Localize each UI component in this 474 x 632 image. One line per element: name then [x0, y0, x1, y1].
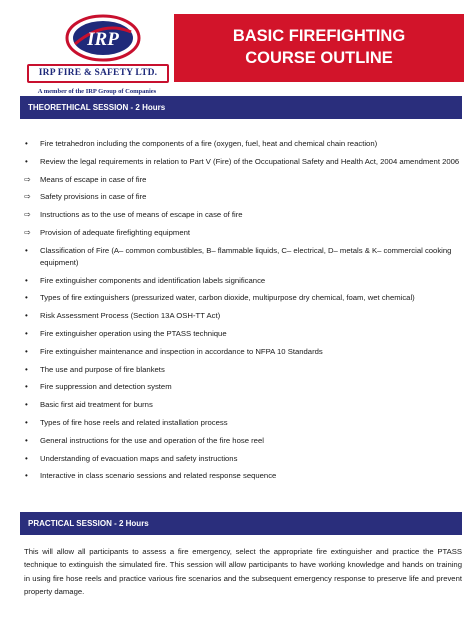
topic-list-item — [22, 381, 462, 393]
topic-text: Basic first aid treatment for burns — [40, 400, 153, 410]
company-logo — [22, 10, 172, 110]
topic-list-item — [22, 292, 462, 304]
bullet-icon: • — [25, 417, 28, 427]
topic-text: Provision of adequate firefighting equipment — [40, 227, 191, 237]
bullet-icon: • — [25, 293, 28, 303]
topic-list-item — [22, 417, 462, 429]
topic-list-item — [22, 245, 462, 269]
topic-text: Classification of Fire (A– common combustibles, B– flammable liquids, C– electrical, D– metals & K– commercial cooking equipment) — [40, 245, 452, 267]
topic-text: Fire suppression and detection system — [40, 382, 172, 392]
course-title-banner — [174, 14, 464, 82]
bullet-icon: • — [25, 400, 28, 410]
theory-section-heading: THEORETHICAL SESSION - 2 Hours — [20, 96, 462, 119]
bullet-icon: • — [25, 311, 28, 321]
topic-list-item — [22, 470, 462, 482]
bullet-icon: • — [25, 435, 28, 445]
logo-brand-name: IRP FIRE & SAFETY LTD. — [27, 64, 169, 83]
topic-text: General instructions for the use and operation of the fire hose reel — [40, 435, 264, 445]
bullet-icon: • — [25, 328, 28, 338]
arrow-bullet-icon: ⇨ — [24, 227, 31, 237]
bullet-icon: • — [25, 382, 28, 392]
topic-list-item — [22, 191, 462, 203]
emblem-text: IRP — [87, 29, 119, 50]
topic-text: Instructions as to the use of means of escape in case of fire — [40, 210, 243, 220]
topic-list-item — [22, 453, 462, 465]
arrow-bullet-icon: ⇨ — [24, 192, 31, 202]
bullet-icon: • — [25, 139, 28, 148]
topic-text: Fire extinguisher maintenance and inspection in accordance to NFPA 10 Standards — [40, 346, 323, 356]
practical-section-heading: PRACTICAL SESSION - 2 Hours — [20, 512, 462, 535]
topic-text: Fire tetrahedron including the components of a fire (oxygen, fuel, heat and chemical chain reaction) — [40, 139, 378, 148]
topic-list-item — [22, 435, 462, 447]
topic-text: The use and purpose of fire blankets — [40, 364, 165, 374]
topic-text: Fire extinguisher operation using the PTASS technique — [40, 328, 227, 338]
topic-list-item — [22, 310, 462, 322]
arrow-bullet-icon: ⇨ — [24, 174, 31, 184]
topic-list-item — [22, 275, 462, 287]
arrow-bullet-icon: ⇨ — [24, 210, 31, 220]
bullet-icon: • — [25, 453, 28, 463]
topic-text: Understanding of evacuation maps and safety instructions — [40, 453, 238, 463]
topic-text: Safety provisions in case of fire — [40, 192, 147, 202]
bullet-icon: • — [25, 245, 28, 255]
topic-text: Interactive in class scenario sessions and related response sequence — [40, 471, 277, 481]
topic-text: Risk Assessment Process (Section 13A OSH-TT Act) — [40, 311, 221, 321]
topic-text: Types of fire hose reels and related installation process — [40, 417, 228, 427]
bullet-icon: • — [25, 346, 28, 356]
topic-list-item — [22, 227, 462, 239]
topic-text: Types of fire extinguishers (pressurized water, carbon dioxide, multipurpose dry chemical, foam, wet chemical) — [40, 293, 415, 303]
logo-tagline: A member of the IRP Group of Companies — [37, 88, 157, 95]
topic-list-item — [22, 399, 462, 411]
topic-list-item — [22, 138, 462, 150]
topic-text: Review the legal requirements in relation to Part V (Fire) of the Occupational Safety and Health Act, 2004 amendment 2006 — [40, 156, 460, 166]
title-line-1: BASIC FIREFIGHTING — [232, 27, 406, 45]
topic-list-item — [22, 174, 462, 186]
topic-text: Means of escape in case of fire — [40, 174, 147, 184]
bullet-icon: • — [25, 275, 28, 285]
title-line-2: COURSE OUTLINE — [245, 49, 393, 67]
topic-list-item — [22, 346, 462, 358]
irp-emblem-icon — [65, 14, 141, 62]
theory-topic-list — [22, 138, 462, 488]
topic-list-item — [22, 328, 462, 340]
topic-list-item — [22, 364, 462, 376]
practical-session-description: This will allow all participants to assess a fire emergency, select the appropriate fire extinguisher and practice the PTASS technique to extinguish the simulated fire. This session will allow participants to have working knowledge and hands on training in using fire hose reels and practice various fire scenarios and the subsequent emergency response to preserve life and prevent property damage. — [24, 547, 462, 596]
bullet-icon: • — [25, 364, 28, 374]
bullet-icon: • — [25, 471, 28, 481]
topic-list-item — [22, 209, 462, 221]
bullet-icon: • — [25, 156, 28, 166]
topic-list-item — [22, 156, 462, 168]
topic-text: Fire extinguisher components and identification labels significance — [40, 275, 266, 285]
